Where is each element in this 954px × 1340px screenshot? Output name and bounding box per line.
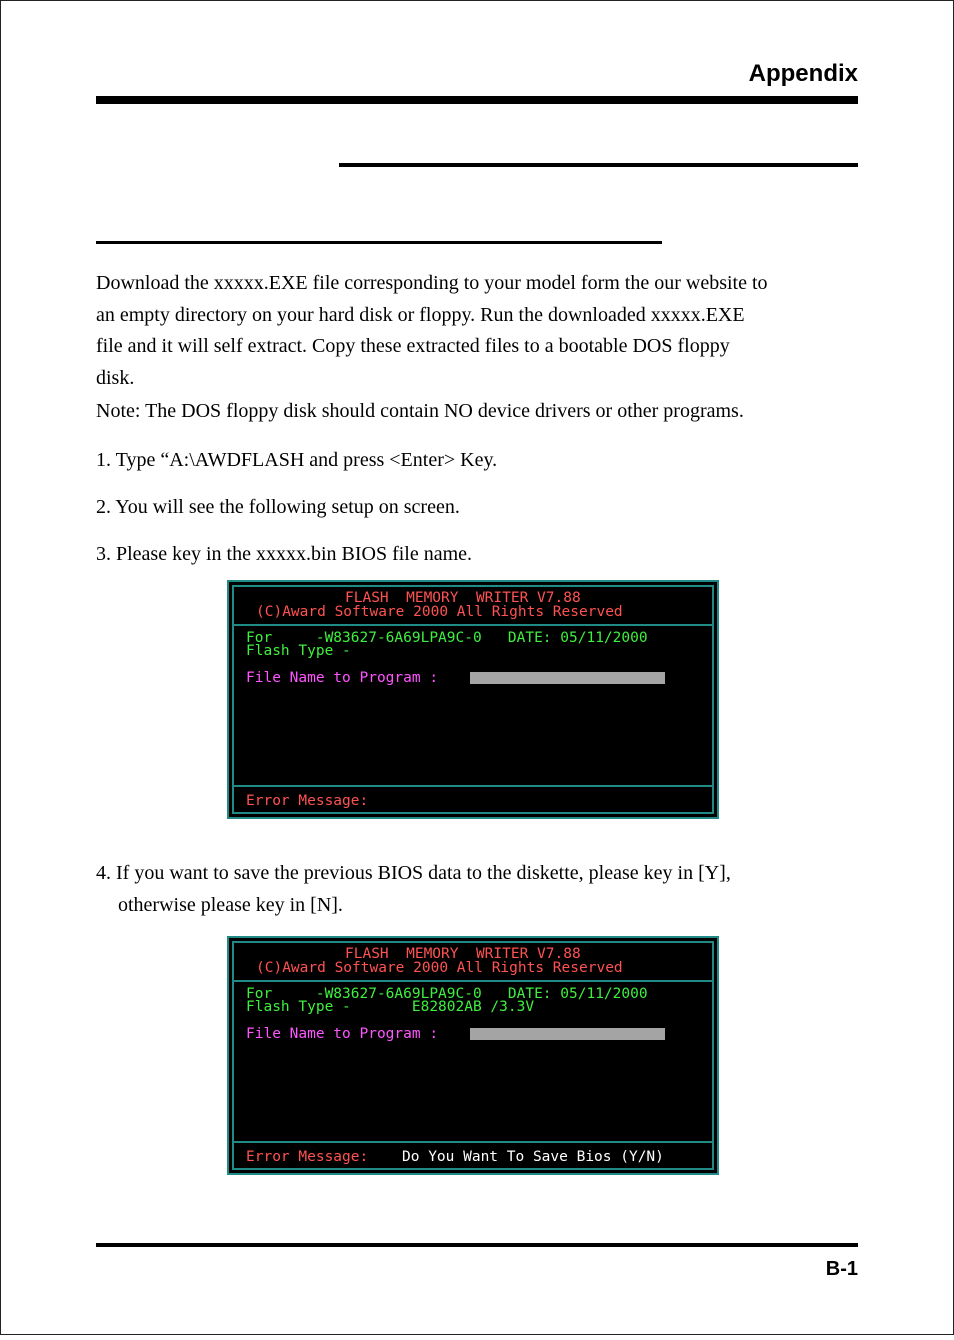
subsection-rule bbox=[96, 241, 662, 244]
screen-title: FLASH MEMORY WRITER V7.88 bbox=[345, 590, 581, 606]
appendix-header: Appendix bbox=[748, 60, 858, 87]
file-name-input[interactable] bbox=[470, 672, 665, 684]
section-title-rule bbox=[339, 163, 858, 167]
screen-file-prompt: File Name to Program : bbox=[246, 670, 439, 686]
intro-line-3: file and it will self extract. Copy these extracted files to a bootable DOS floppy bbox=[96, 335, 730, 357]
page-number: B-1 bbox=[825, 1258, 858, 1280]
intro-line-1: Download the xxxxx.EXE file corresponding to your model form the our website to bbox=[96, 272, 768, 294]
screen-for-line: For -W83627-6A69LPA9C-0 DATE: 05/11/2000 bbox=[246, 986, 648, 1002]
screen-error-label: Error Message: bbox=[246, 793, 369, 809]
footer-rule bbox=[96, 1243, 858, 1247]
intro-paragraph bbox=[96, 268, 858, 394]
intro-line-4: disk. bbox=[96, 366, 135, 389]
screen-flash-type: Flash Type - E82802AB /3.3V bbox=[246, 999, 535, 1015]
screen-file-prompt: File Name to Program : bbox=[246, 1026, 439, 1042]
screen-separator bbox=[234, 980, 712, 982]
flash-writer-screen-1 bbox=[227, 580, 719, 819]
step-4-line-2: otherwise please key in [N]. bbox=[118, 894, 343, 916]
header-rule bbox=[96, 96, 858, 104]
screen-separator-bottom bbox=[234, 785, 712, 787]
screen-title: FLASH MEMORY WRITER V7.88 bbox=[345, 946, 581, 962]
screen-flash-type: Flash Type - bbox=[246, 643, 351, 659]
flash-writer-screen-2 bbox=[227, 936, 719, 1175]
step-3: 3. Please key in the xxxxx.bin BIOS file name. bbox=[96, 543, 473, 565]
screen-copyright: (C)Award Software 2000 All Rights Reserved bbox=[256, 960, 623, 976]
screen-error-message: Do You Want To Save Bios (Y/N) bbox=[402, 1149, 664, 1165]
screen-copyright: (C)Award Software 2000 All Rights Reserved bbox=[256, 604, 623, 620]
screen-for-line: For -W83627-6A69LPA9C-0 DATE: 05/11/2000 bbox=[246, 630, 648, 646]
step-2: 2. You will see the following setup on screen. bbox=[96, 496, 460, 518]
screen-separator-bottom bbox=[234, 1141, 712, 1143]
step-1: 1. Type “A:\AWDFLASH and press <Enter> Key. bbox=[96, 449, 498, 471]
screen-error-label: Error Message: bbox=[246, 1149, 369, 1165]
note-text: Note: The DOS floppy disk should contain NO device drivers or other programs. bbox=[96, 400, 744, 422]
intro-line-2: an empty directory on your hard disk or floppy. Run the downloaded xxxxx.EXE bbox=[96, 303, 745, 326]
step-4-line-1: 4. If you want to save the previous BIOS data to the diskette, please key in [Y], bbox=[96, 862, 731, 884]
file-name-input[interactable] bbox=[470, 1028, 665, 1040]
screen-separator bbox=[234, 624, 712, 626]
